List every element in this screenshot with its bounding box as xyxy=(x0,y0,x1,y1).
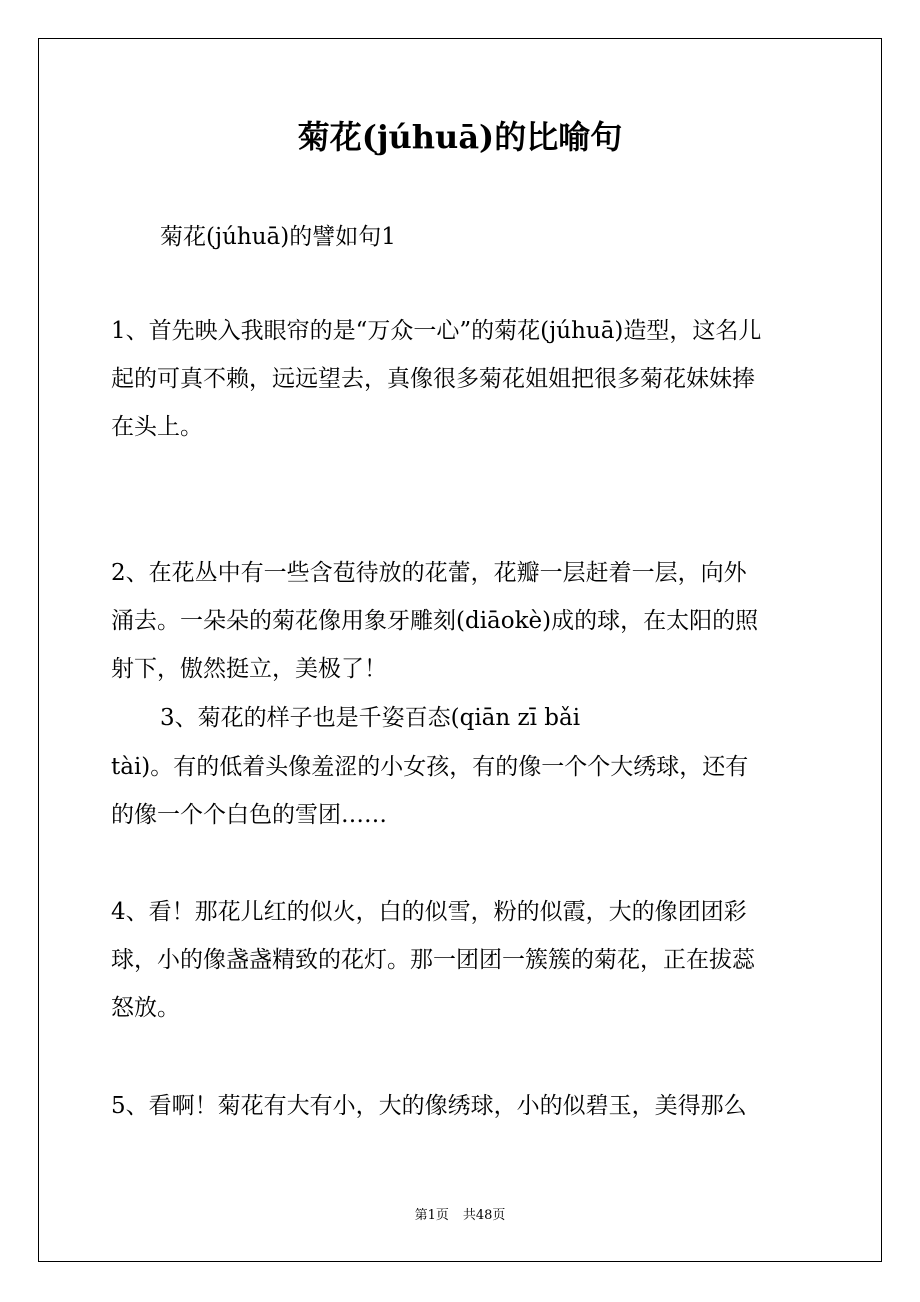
page-footer xyxy=(0,1206,920,1226)
paragraph-3-line-1: 3、菊花的样子也是千姿百态(qiān zī bǎi xyxy=(160,705,581,731)
paragraph-5-line-1: 5、看啊！菊花有大有小，大的像绣球，小的似碧玉，美得那么 xyxy=(111,1093,747,1119)
paragraph-1-line-1: 1、首先映入我眼帘的是“万众一心”的菊花(júhuā)造型，这名儿 xyxy=(111,318,762,344)
paragraph-4-line-1: 4、看！那花儿红的似火，白的似雪，粉的似霞，大的像团团彩 xyxy=(111,899,747,925)
paragraph-3-line-3: 的像一个个白色的雪团…… xyxy=(111,802,387,828)
paragraph-1-line-2: 起的可真不赖，远远望去，真像很多菊花姐姐把很多菊花妹妹捧 xyxy=(111,366,755,392)
paragraph-2-line-2: 涌去。一朵朵的菊花像用象牙雕刻(diāokè)成的球，在太阳的照 xyxy=(111,608,759,634)
paragraph-4-line-2: 球，小的像盏盏精致的花灯。那一团团一簇簇的菊花，正在拔蕊 xyxy=(111,947,755,973)
paragraph-2-line-3: 射下，傲然挺立，美极了！ xyxy=(111,656,387,682)
paragraph-2-line-1: 2、在花丛中有一些含苞待放的花蕾，花瓣一层赶着一层，向外 xyxy=(111,560,747,586)
paragraph-4-line-3: 怒放。 xyxy=(111,995,180,1021)
page-title: 菊花(júhuā)的比喻句 xyxy=(297,118,623,156)
paragraph-3-line-2: tài)。有的低着头像羞涩的小女孩，有的像一个个大绣球，还有 xyxy=(111,754,749,780)
paragraph-1-line-3: 在头上。 xyxy=(111,414,203,440)
page-number: 第1页 xyxy=(414,1208,449,1223)
section-heading: 菊花(júhuā)的譬如句1 xyxy=(160,224,396,250)
page-total: 共48页 xyxy=(462,1208,506,1223)
